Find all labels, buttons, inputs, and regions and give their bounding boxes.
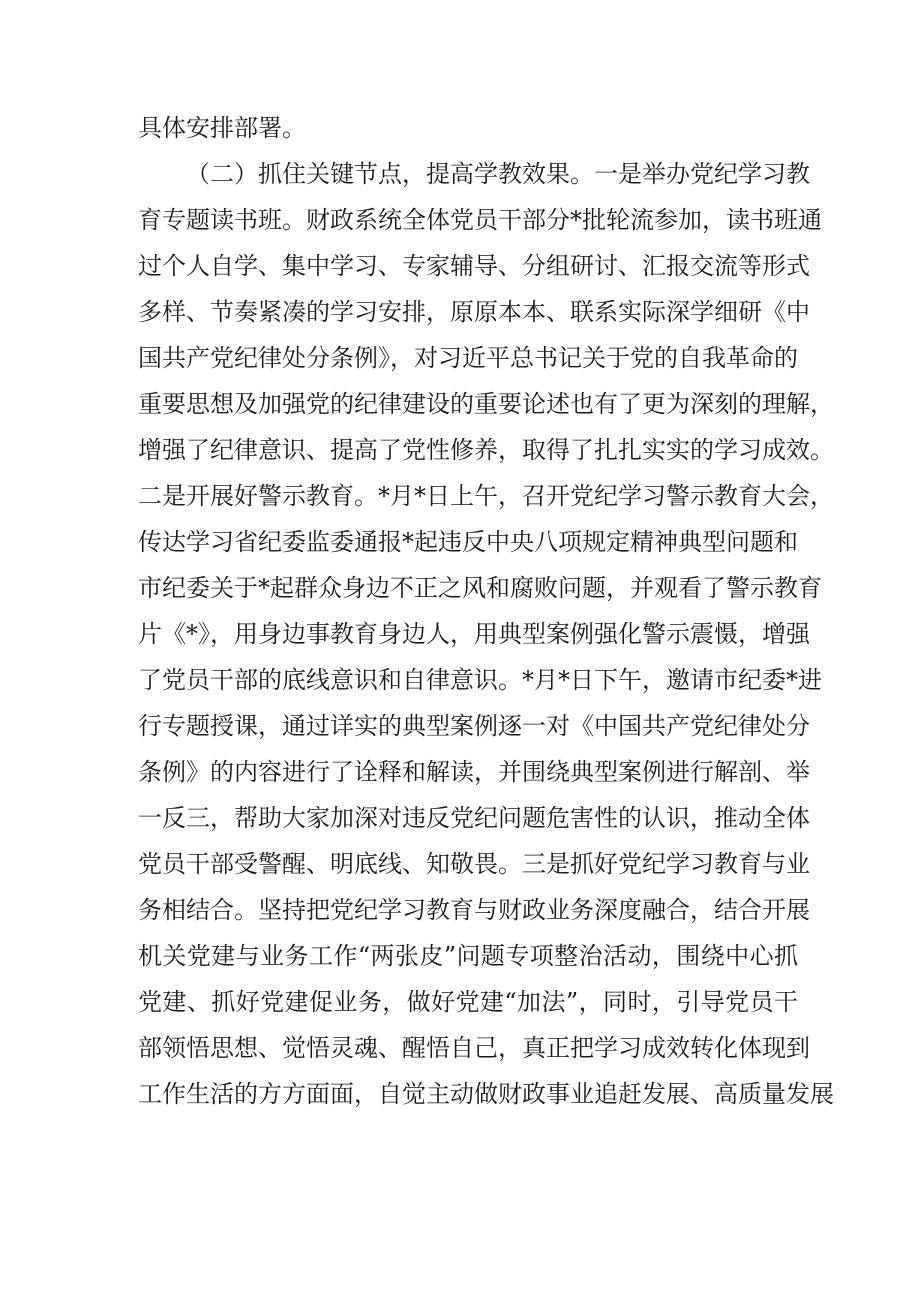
text-line-11: 市纪委关于*起群众身边不正之风和腐败问题，并观看了警示教育 xyxy=(138,574,822,602)
text-line-4: 过个人自学、集中学习、专家辅导、分组研讨、汇报交流等形式 xyxy=(138,252,810,280)
text-line-20: 党建、抓好党建促业务，做好党建“加法”，同时，引导党员干 xyxy=(138,988,798,1016)
text-line-14: 行专题授课，通过详实的典型案例逐一对《中国共产党纪律处分 xyxy=(138,712,810,740)
text-line-9: 二是开展好警示教育。*月*日上午，召开党纪学习警示教育大会， xyxy=(138,482,834,510)
text-line-16: 一反三，帮助大家加深对违反党纪问题危害性的认识，推动全体 xyxy=(138,804,810,832)
text-line-10: 传达学习省纪委监委通报*起违反中央八项规定精神典型问题和 xyxy=(138,528,798,556)
text-line-18: 务相结合。坚持把党纪学习教育与财政业务深度融合，结合开展 xyxy=(138,896,810,924)
text-line-13: 了党员干部的底线意识和自律意识。*月*日下午，邀请市纪委*进 xyxy=(138,666,822,694)
text-line-22: 工作生活的方方面面，自觉主动做财政事业追赶发展、高质量发展 xyxy=(138,1080,834,1108)
text-line-19: 机关党建与业务工作“两张皮”问题专项整治活动，围绕中心抓 xyxy=(138,942,798,970)
text-line-1: 具体安排部署。 xyxy=(138,114,306,142)
text-line-6: 国共产党纪律处分条例》，对习近平总书记关于党的自我革命的 xyxy=(138,344,798,372)
text-line-15: 条例》的内容进行了诠释和解读，并围绕典型案例进行解剖、举 xyxy=(138,758,810,786)
text-line-2: （二）抓住关键节点，提高学教效果。一是举办党纪学习教 xyxy=(186,160,810,188)
text-line-7: 重要思想及加强党的纪律建设的重要论述也有了更为深刻的理解， xyxy=(138,390,834,418)
text-line-12: 片《*》，用身边事教育身边人，用典型案例强化警示震慑，增强 xyxy=(138,620,810,648)
text-line-3: 育专题读书班。财政系统全体党员干部分*批轮流参加，读书班通 xyxy=(138,206,822,234)
text-line-17: 党员干部受警醒、明底线、知敬畏。三是抓好党纪学习教育与业 xyxy=(138,850,810,878)
text-line-8: 增强了纪律意识、提高了党性修养，取得了扎扎实实的学习成效。 xyxy=(138,436,834,464)
text-line-21: 部领悟思想、觉悟灵魂、醒悟自己，真正把学习成效转化体现到 xyxy=(138,1034,810,1062)
text-line-5: 多样、节奏紧凑的学习安排，原原本本、联系实际深学细研《中 xyxy=(138,298,810,326)
